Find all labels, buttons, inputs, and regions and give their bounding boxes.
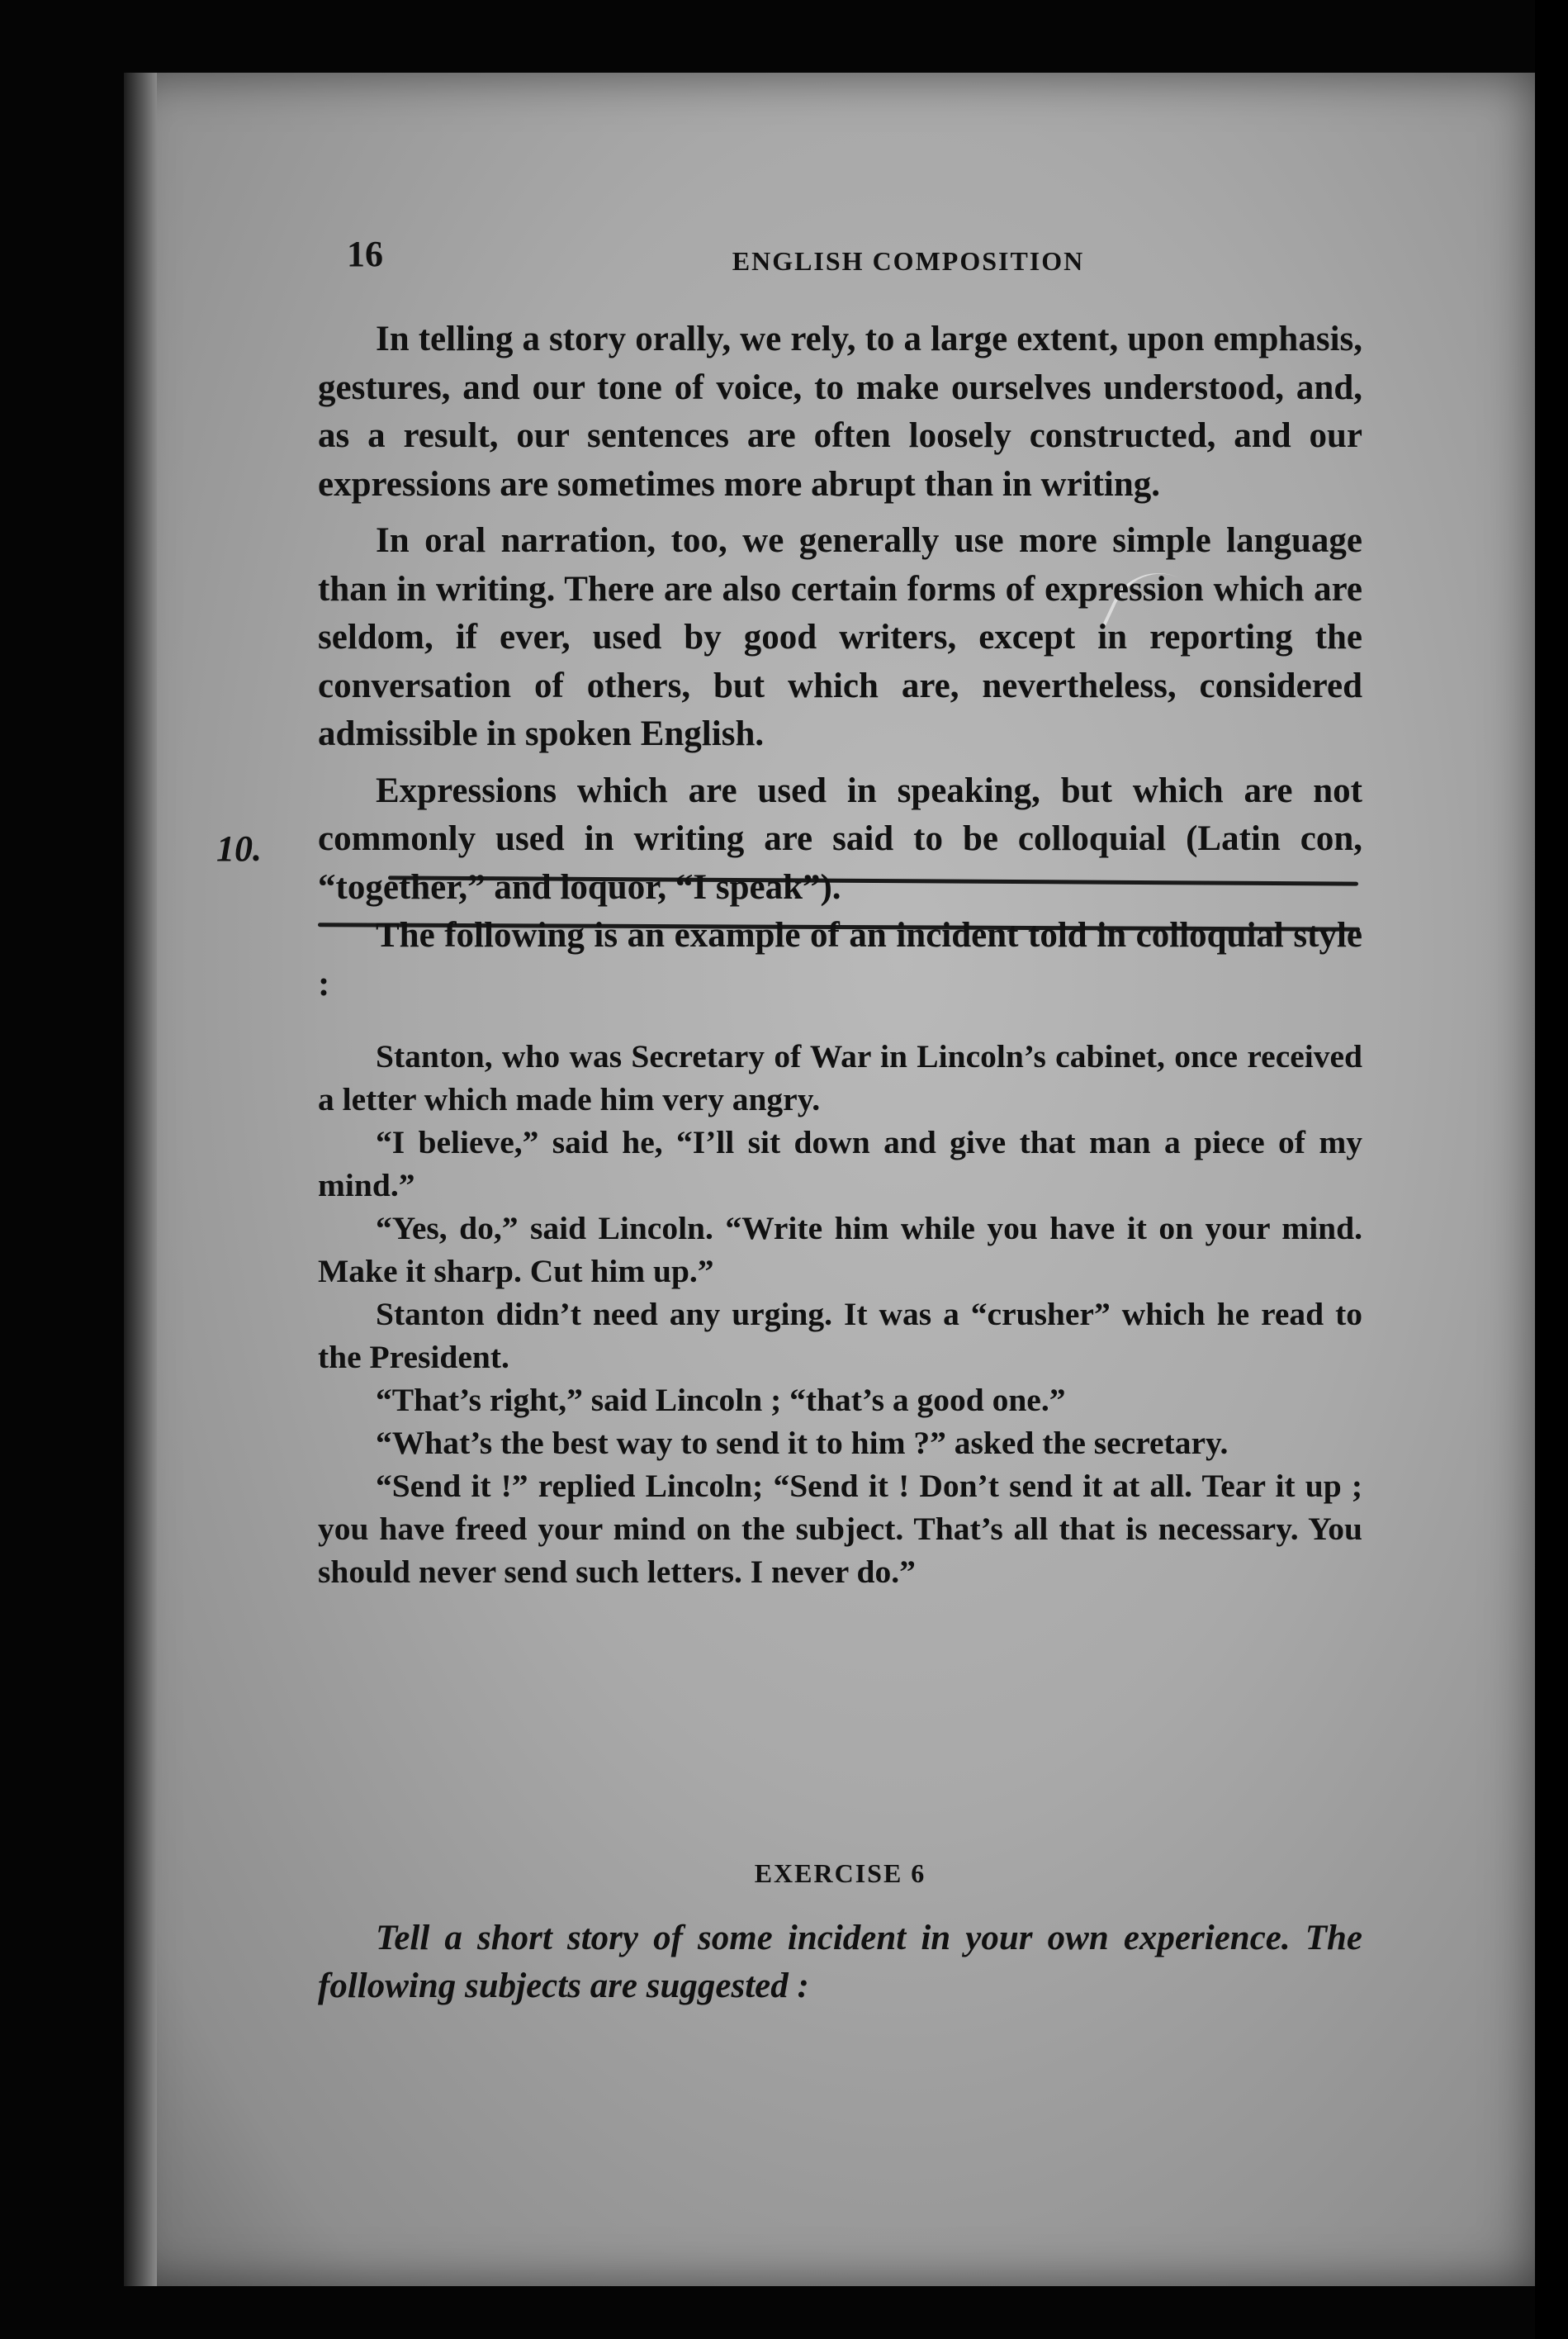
story-line: Stanton, who was Secretary of War in Lincoln’s cabinet, once received a letter which made him very angry.	[318, 1038, 1362, 1117]
paragraph: In telling a story orally, we rely, to a large extent, upon emphasis, gestures, and our tone of voice, to make ourselves understood, and, as a result, our sentences are often loosely constructed, and our expressions are sometimes more abrupt than in writing.	[318, 320, 1362, 504]
story-line: Stanton didn’t need any urging. It was a “crusher” which he read to the President.	[318, 1296, 1362, 1375]
paragraph-definition: Expressions which are used in speaking, but which are not commonly used in writing are said to be colloquial (Latin con, “together,” and loquor, “I speak”).	[318, 771, 1362, 907]
exercise-heading: EXERCISE 6	[754, 1858, 926, 1888]
exercise-instruction: Tell a short story of some incident in your own experience. The following subjects are suggested :	[318, 1919, 1362, 2005]
body-text	[318, 316, 1362, 1593]
paragraph: The following is an example of an incident told in colloquial style :	[318, 916, 1362, 1003]
story-line: “Send it !” replied Lincoln; “Send it ! Don’t send it at all. Tear it up ; you have freed your mind on the subject. That’s all that is necessary. You should never send such letters. I never do.”	[318, 1468, 1362, 1590]
handwritten-margin-note: 10.	[216, 828, 262, 869]
scan-edge	[1535, 0, 1568, 2339]
story-line: “That’s right,” said Lincoln ; “that’s a good one.”	[376, 1382, 1066, 1418]
story-excerpt	[318, 1035, 1362, 1593]
running-head: ENGLISH COMPOSITION	[732, 246, 1085, 276]
story-line: “Yes, do,” said Lincoln. “Write him while you have it on your mind. Make it sharp. Cut him up.”	[318, 1210, 1362, 1289]
page-header	[347, 233, 1362, 282]
story-line: “I believe,” said he, “I’ll sit down and give that man a piece of my mind.”	[318, 1124, 1362, 1203]
paragraph: In oral narration, too, we generally use more simple language than in writing. There are also certain forms of expression which are seldom, if ever, used by good writers, except in reporting the conversation of others, but which are, nevertheless, considered admissible in spoken English.	[318, 521, 1362, 753]
page-binding-shadow	[124, 73, 157, 2286]
exercise-text	[318, 1914, 1362, 2010]
page-number: 16	[347, 234, 383, 274]
story-line: “What’s the best way to send it to him ?” asked the secretary.	[376, 1425, 1229, 1461]
